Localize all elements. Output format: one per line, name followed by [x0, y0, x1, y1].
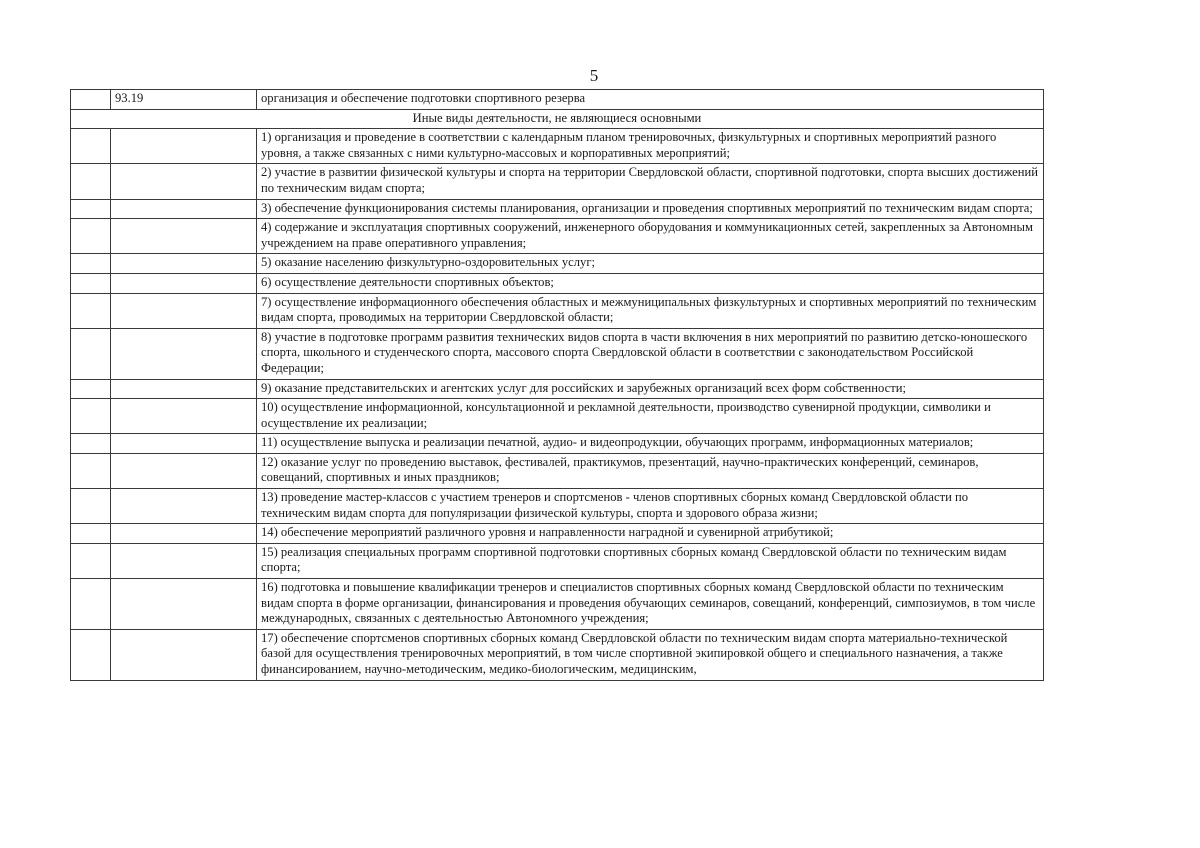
activity-text-cell: 8) участие в подготовке программ развития технических видов спорта в части включения в них мероприятий по развитию детско-юношеского спорта, школьного и студенческого спорта, массового спорта Свердловской области в соответствии с законодательством Российской Федерации;	[257, 328, 1044, 379]
section-title: Иные виды деятельности, не являющиеся основными	[71, 109, 1044, 129]
okved-code-cell	[111, 434, 257, 454]
okved-code-cell	[111, 293, 257, 328]
activity-row	[71, 273, 1044, 293]
activity-row	[71, 543, 1044, 578]
row-number-cell	[71, 164, 111, 199]
row-number-cell	[71, 579, 111, 630]
row-number-cell	[71, 199, 111, 219]
code-row	[71, 90, 1044, 110]
okved-code-cell	[111, 453, 257, 488]
okved-code-cell	[111, 543, 257, 578]
row-number-cell	[71, 399, 111, 434]
okved-code-cell	[111, 579, 257, 630]
activity-row	[71, 164, 1044, 199]
activity-text-cell: 3) обеспечение функционирования системы планирования, организации и проведения спортивных мероприятий по техническим видам спорта;	[257, 199, 1044, 219]
activity-text-cell: 2) участие в развитии физической культуры и спорта на территории Свердловской области, спортивной подготовки, спорта высших достижений по техническим видам спорта;	[257, 164, 1044, 199]
row-number-cell	[71, 273, 111, 293]
activity-row	[71, 219, 1044, 254]
activity-text-cell: 15) реализация специальных программ спортивной подготовки спортивных сборных команд Свердловской области по техническим видам спорта;	[257, 543, 1044, 578]
activity-row	[71, 524, 1044, 544]
okved-code-cell	[111, 328, 257, 379]
activity-text-cell: 6) осуществление деятельности спортивных объектов;	[257, 273, 1044, 293]
okved-code-cell	[111, 129, 257, 164]
row-number-cell	[71, 629, 111, 680]
row-number-cell	[71, 379, 111, 399]
activity-row	[71, 629, 1044, 680]
okved-code-cell	[111, 629, 257, 680]
okved-code-cell	[111, 254, 257, 274]
row-number-cell	[71, 524, 111, 544]
row-number-cell	[71, 129, 111, 164]
row-number-cell	[71, 453, 111, 488]
okved-code-cell	[111, 399, 257, 434]
okved-code-cell	[111, 219, 257, 254]
activity-text-cell: 5) оказание населению физкультурно-оздоровительных услуг;	[257, 254, 1044, 274]
row-number-cell	[71, 293, 111, 328]
activities-table-body	[71, 90, 1044, 681]
activity-row	[71, 399, 1044, 434]
okved-code-cell	[111, 489, 257, 524]
activity-row	[71, 379, 1044, 399]
okved-code-cell: 93.19	[111, 90, 257, 110]
activity-row	[71, 293, 1044, 328]
activity-text-cell: 16) подготовка и повышение квалификации тренеров и специалистов спортивных сборных команд Свердловской области по техническим видам спорта в форме организации, финансирования и проведения обучающих семинаров, совещаний, конференций, симпозиумов, в том числе международных, связанных с деятельностью Автономного учреждения;	[257, 579, 1044, 630]
activity-text-cell: 9) оказание представительских и агентских услуг для российских и зарубежных организаций всех форм собственности;	[257, 379, 1044, 399]
activity-row	[71, 328, 1044, 379]
activities-table	[70, 89, 1044, 681]
row-number-cell	[71, 90, 111, 110]
activity-text-cell: 4) содержание и эксплуатация спортивных сооружений, инженерного оборудования и коммуникационных сетей, закрепленных за Автономным учреждением на праве оперативного управления;	[257, 219, 1044, 254]
row-number-cell	[71, 219, 111, 254]
activity-row	[71, 129, 1044, 164]
activity-row	[71, 489, 1044, 524]
activity-text-cell: 14) обеспечение мероприятий различного уровня и направленности наградной и сувенирной атрибутикой;	[257, 524, 1044, 544]
okved-code-cell	[111, 273, 257, 293]
okved-code-cell	[111, 524, 257, 544]
activity-text-cell: 10) осуществление информационной, консультационной и рекламной деятельности, производство сувенирной продукции, символики и осуществление их реализации;	[257, 399, 1044, 434]
row-number-cell	[71, 543, 111, 578]
section-header-row	[71, 109, 1044, 129]
activity-row	[71, 199, 1044, 219]
okved-description-cell: организация и обеспечение подготовки спортивного резерва	[257, 90, 1044, 110]
activity-row	[71, 579, 1044, 630]
page-number: 5	[589, 66, 599, 85]
activity-text-cell: 13) проведение мастер-классов с участием тренеров и спортсменов - членов спортивных сборных команд Свердловской области по техническим видам спорта для популяризации физической культуры, спорта и здорового образа жизни;	[257, 489, 1044, 524]
row-number-cell	[71, 489, 111, 524]
row-number-cell	[71, 254, 111, 274]
activity-text-cell: 1) организация и проведение в соответствии с календарным планом тренировочных, физкультурных и спортивных мероприятий разного уровня, а также связанных с ними культурно-массовых и корпоративных мероприятий;	[257, 129, 1044, 164]
row-number-cell	[71, 328, 111, 379]
activity-text-cell: 17) обеспечение спортсменов спортивных сборных команд Свердловской области по техническим видам спорта материально-технической базой для осуществления тренировочных мероприятий, в том числе спортивной экипировкой общего и специального назначения, а также финансированием, научно-методическим, медико-биологическим, медицинским,	[257, 629, 1044, 680]
activity-row	[71, 434, 1044, 454]
row-number-cell	[71, 434, 111, 454]
okved-code-cell	[111, 379, 257, 399]
okved-code-cell	[111, 199, 257, 219]
activity-text-cell: 11) осуществление выпуска и реализации печатной, аудио- и видеопродукции, обучающих программ, информационных материалов;	[257, 434, 1044, 454]
activity-text-cell: 7) осуществление информационного обеспечения областных и межмуниципальных физкультурных и спортивных мероприятий по техническим видам спорта, проводимых на территории Свердловской области;	[257, 293, 1044, 328]
activity-text-cell: 12) оказание услуг по проведению выставок, фестивалей, практикумов, презентаций, научно-практических конференций, семинаров, совещаний, спортивных и иных праздников;	[257, 453, 1044, 488]
activity-row	[71, 254, 1044, 274]
okved-code-cell	[111, 164, 257, 199]
activity-row	[71, 453, 1044, 488]
